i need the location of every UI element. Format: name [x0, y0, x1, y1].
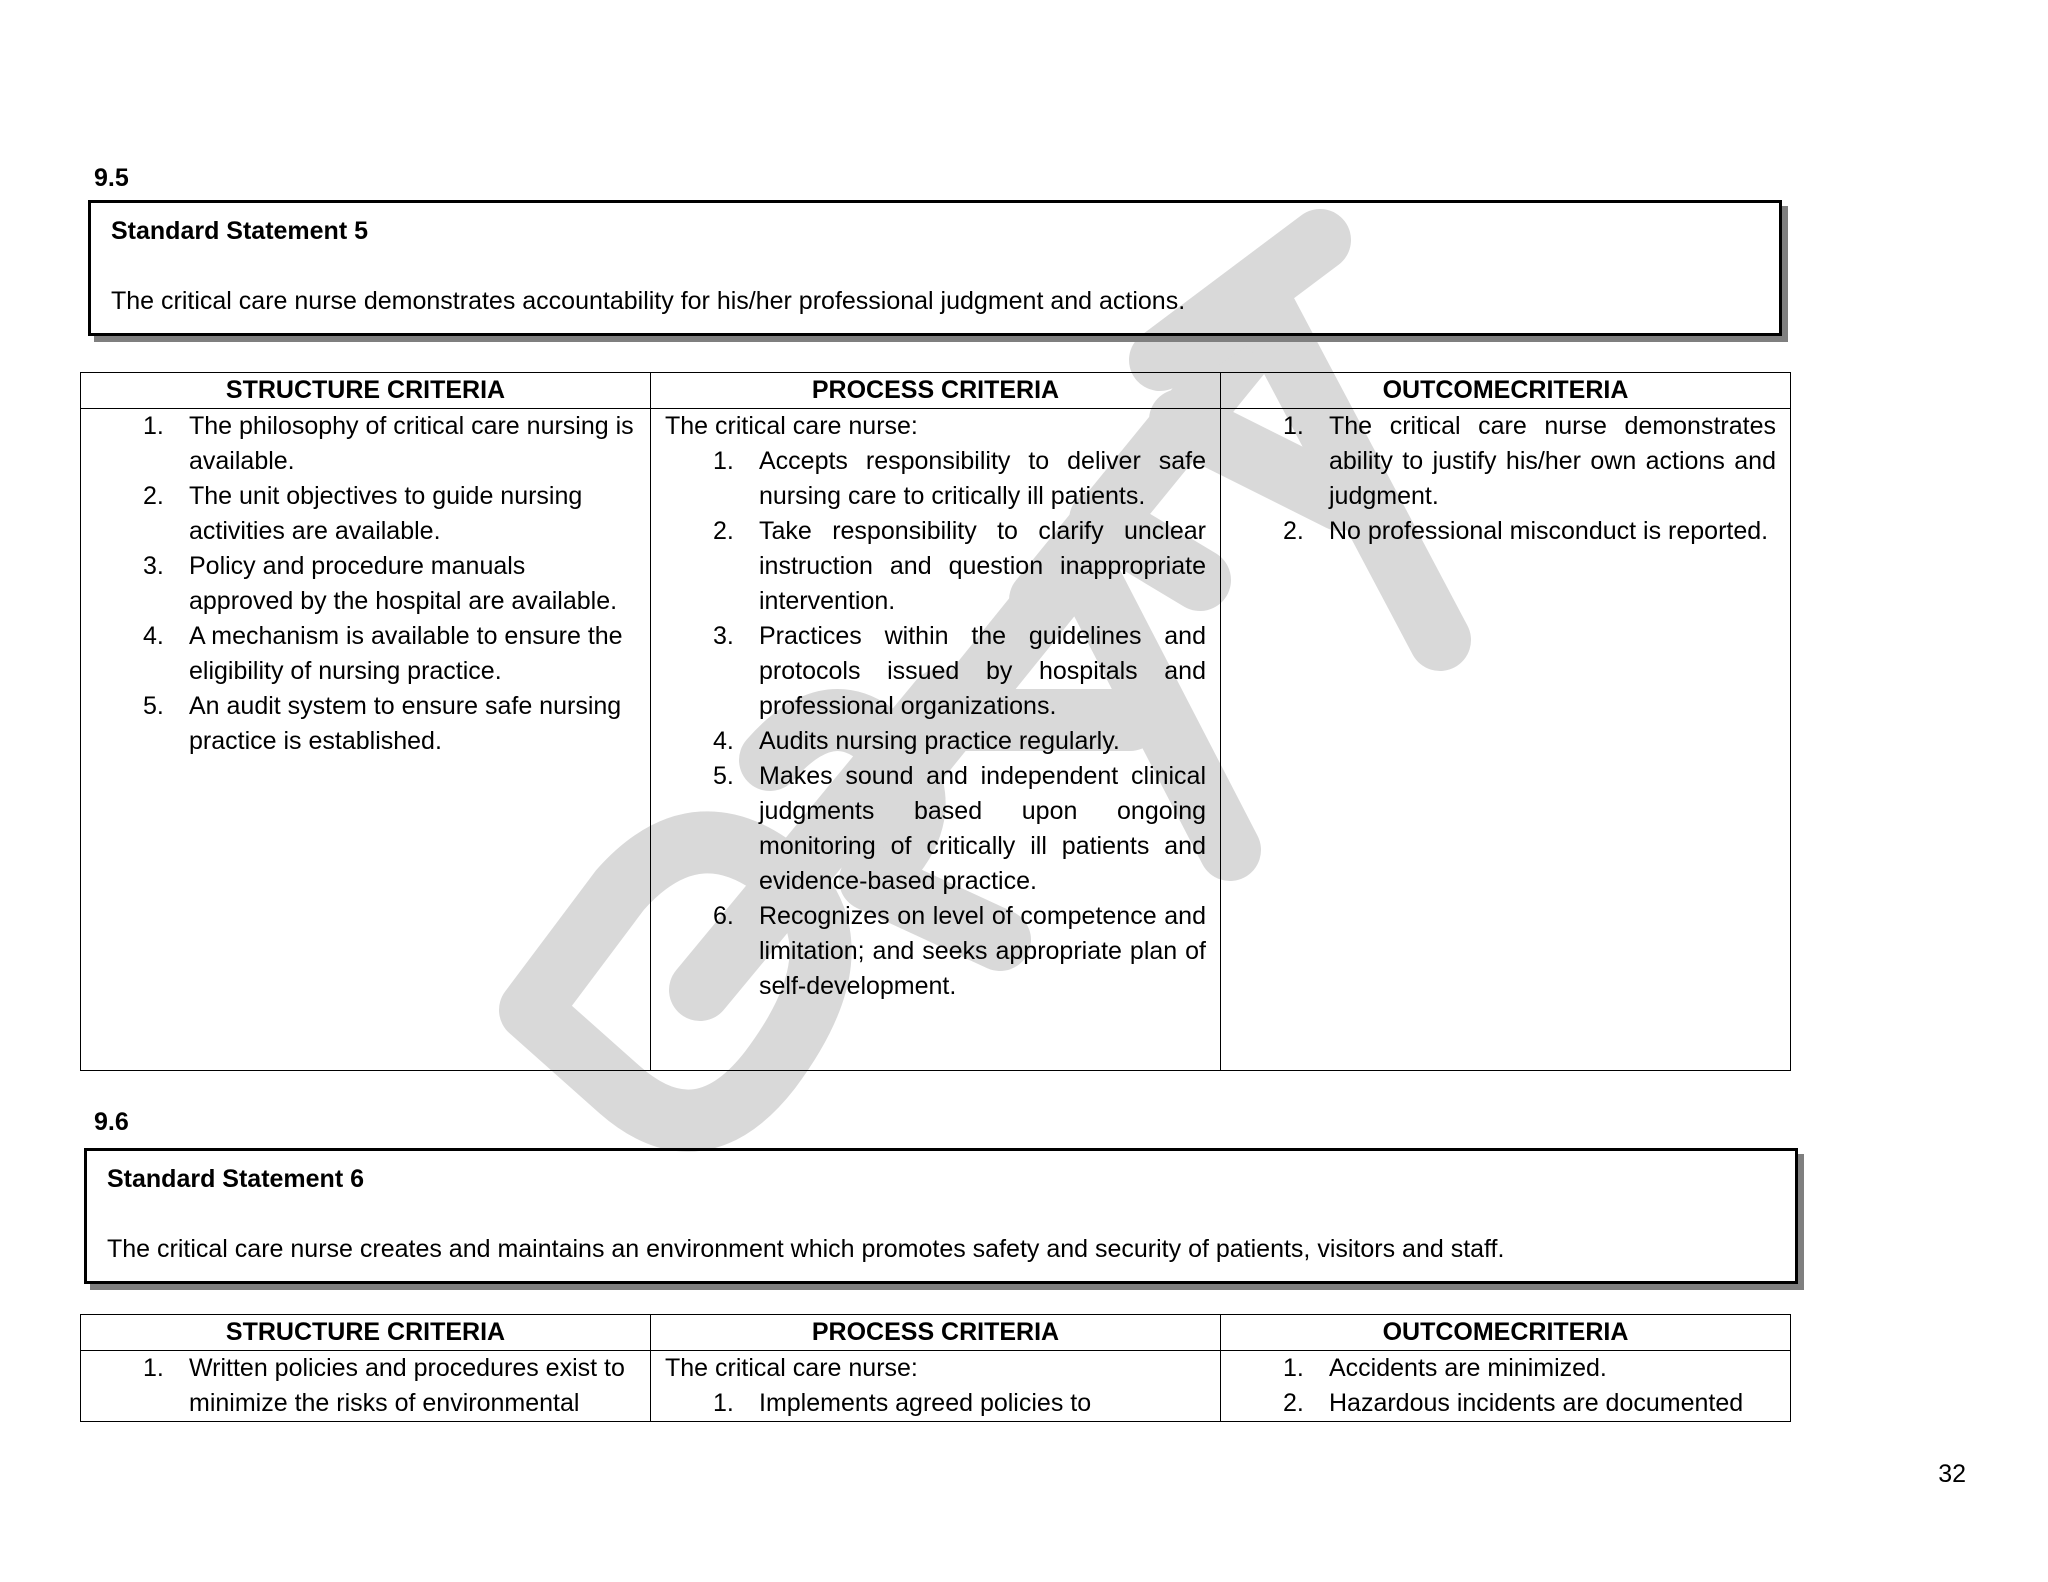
process-lead: The critical care nurse: [665, 1354, 918, 1382]
list-item: 4. Audits nursing practice regularly. [713, 727, 1120, 755]
process-lead: The critical care nurse: [665, 412, 918, 440]
outcome-criteria-cell [1221, 409, 1791, 1071]
table-header-row [81, 373, 1791, 409]
list-item: 1. The philosophy of critical care nursing is available. [143, 412, 634, 475]
outcome-criteria-header: OUTCOMECRITERIA [1221, 1315, 1791, 1351]
standard-statement-box [84, 1148, 1798, 1284]
process-criteria-header: PROCESS CRITERIA [651, 1315, 1221, 1351]
table-header-row [81, 1315, 1791, 1351]
list-item: 3. Practices within the guidelines and protocols issued by hospitals and professional organizations. [713, 622, 1206, 720]
statement-text: The critical care nurse demonstrates accountability for his/her professional judgment and actions. [111, 287, 1186, 315]
table-row [81, 409, 1791, 1071]
list-item: 2. Hazardous incidents are documented [1283, 1389, 1744, 1417]
statement-title: Standard Statement 6 [107, 1165, 365, 1193]
list-item: 1. The critical care nurse demonstrates ability to justify his/her own actions and judgment. [1283, 412, 1776, 510]
list-item: 2. Take responsibility to clarify unclear instruction and question inappropriate intervention. [713, 517, 1206, 615]
process-criteria-cell [651, 1351, 1221, 1422]
structure-criteria-cell [81, 1351, 651, 1422]
process-criteria-cell [651, 409, 1221, 1071]
outcome-criteria-header: OUTCOMECRITERIA [1221, 373, 1791, 409]
list-item: 1. Accepts responsibility to deliver safe nursing care to critically ill patients. [713, 447, 1206, 510]
list-item: 1. Implements agreed policies to [713, 1389, 1092, 1417]
list-item: 2. No professional misconduct is reported. [1283, 517, 1769, 545]
process-criteria-header: PROCESS CRITERIA [651, 373, 1221, 409]
structure-criteria-header: STRUCTURE CRITERIA [81, 1315, 651, 1351]
list-item: 6. Recognizes on level of competence and limitation; and seeks appropriate plan of self-development. [713, 902, 1206, 1000]
statement-title: Standard Statement 5 [111, 217, 369, 245]
list-item: 1. Accidents are minimized. [1283, 1354, 1607, 1382]
list-item: 4. A mechanism is available to ensure the eligibility of nursing practice. [143, 622, 623, 685]
process-list [665, 444, 1206, 1004]
list-item: 3. Policy and procedure manuals approved by the hospital are available. [143, 552, 618, 615]
statement-text: The critical care nurse creates and maintains an environment which promotes safety and security of patients, visitors and staff. [107, 1235, 1505, 1263]
list-item: 5. An audit system to ensure safe nursing practice is established. [143, 692, 622, 755]
structure-criteria-cell [81, 409, 651, 1071]
structure-criteria-header: STRUCTURE CRITERIA [81, 373, 651, 409]
list-item: 1. Written policies and procedures exist to minimize the risks of environmental [143, 1354, 625, 1417]
list-item: 5. Makes sound and independent clinical judgments based upon ongoing monitoring of critically ill patients and evidence-based practice. [713, 762, 1206, 895]
process-list [665, 1386, 1206, 1421]
section-number: 9.5 [94, 164, 129, 192]
structure-list [95, 1351, 636, 1421]
outcome-list [1235, 1351, 1776, 1421]
structure-list [95, 409, 636, 759]
section-number: 9.6 [94, 1108, 129, 1136]
criteria-table [80, 1314, 1791, 1422]
outcome-criteria-cell [1221, 1351, 1791, 1422]
table-row [81, 1351, 1791, 1422]
standard-statement-box [88, 200, 1782, 336]
list-item: 2. The unit objectives to guide nursing activities are available. [143, 482, 583, 545]
criteria-table [80, 372, 1791, 1071]
outcome-list [1235, 409, 1776, 549]
page-number: 32 [1938, 1460, 1966, 1488]
